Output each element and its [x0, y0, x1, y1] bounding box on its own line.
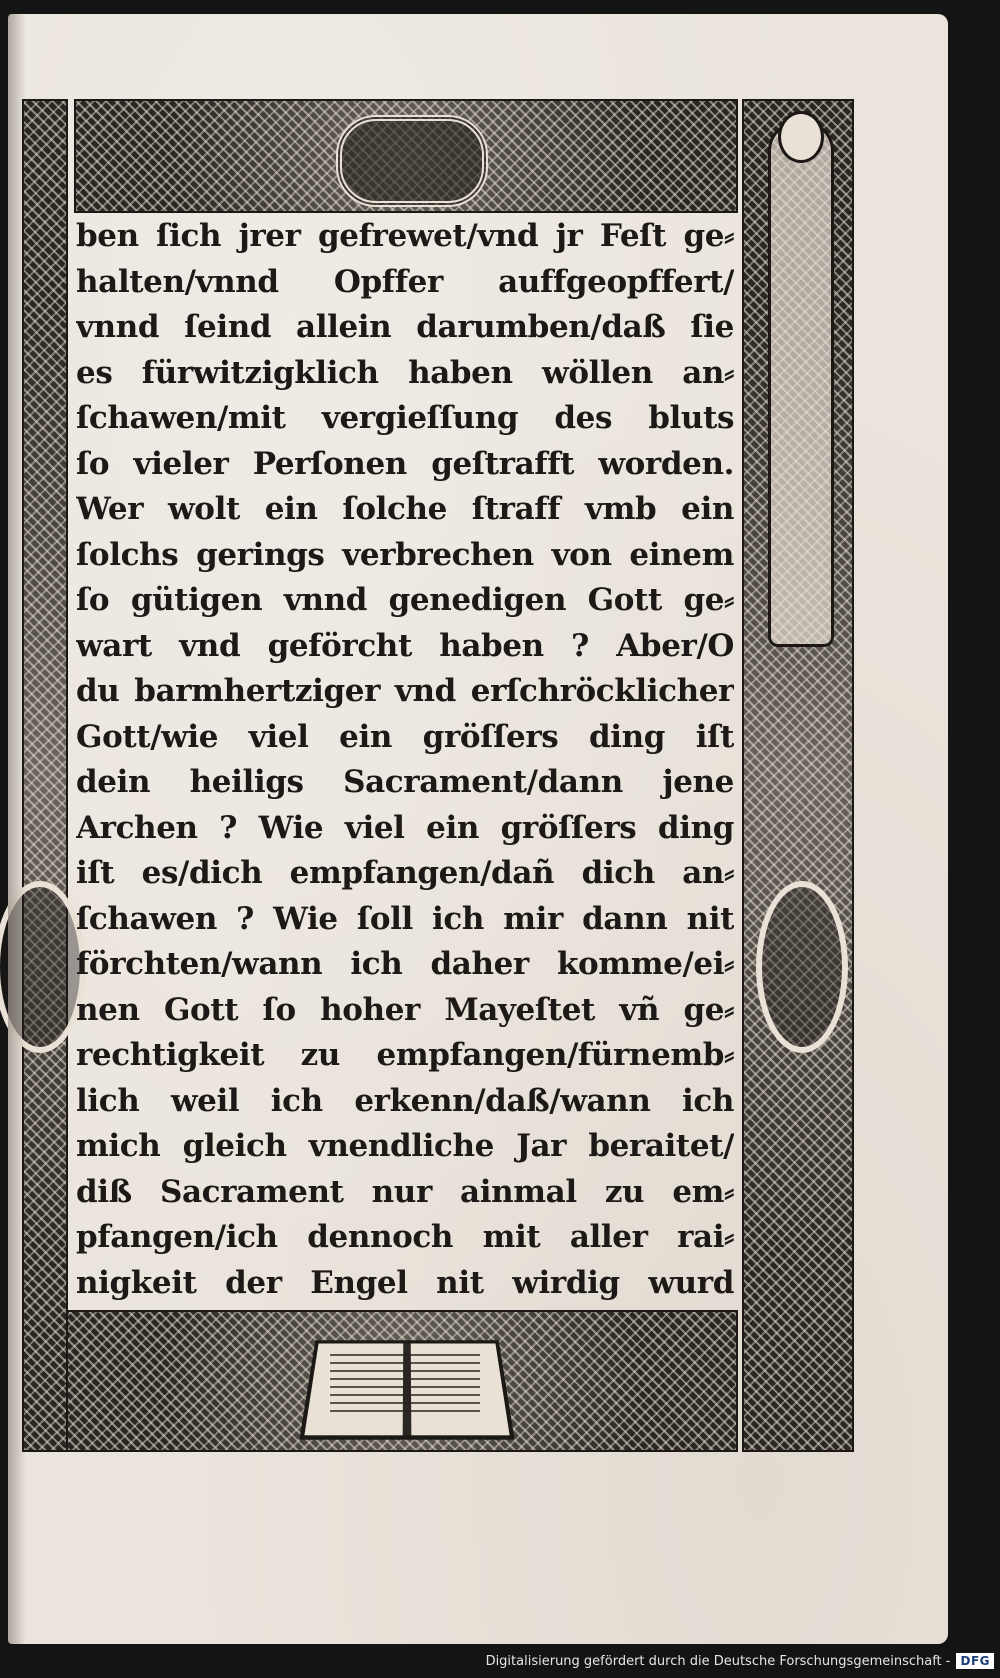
- text-line: es fürwitzigklich haben wöllen an⸗: [76, 354, 734, 391]
- text-line: Archen ? Wie viel ein gröſſers ding: [76, 809, 734, 846]
- text-line: iſt es/dich empfangen/dañ dich an⸗: [76, 855, 734, 891]
- text-line: nen Gott ſo hoher Mayeſtet vñ ge⸗: [76, 991, 734, 1028]
- left-woodcut-border: [22, 99, 68, 1452]
- text-line: ſo vieler Perſonen geſtrafft worden.: [76, 445, 734, 482]
- dfg-logo-icon: DFG: [956, 1653, 994, 1669]
- page-text-block: [76, 214, 734, 1304]
- woodcut-cartouche-icon: [336, 115, 488, 207]
- text-line: rechtigkeit zu empfangen/fürnemb⸗: [76, 1037, 734, 1073]
- text-line: ſchawen/mit vergieſſung des bluts: [76, 400, 734, 436]
- text-line: ſo gütigen vnnd genedigen Gott ge⸗: [76, 582, 734, 618]
- text-line: pfangen/ich dennoch mit aller rai⸗: [76, 1219, 734, 1255]
- text-line: dein heiligs Sacrament/dann jene: [76, 764, 734, 800]
- text-line: halten/vnnd Opffer auffgeopffert/: [76, 263, 734, 300]
- text-line: Gott/wie viel ein gröſſers ding iſt: [76, 718, 734, 755]
- book-page: [8, 14, 948, 1644]
- saint-head-icon: [778, 111, 824, 163]
- saint-figure-icon: [768, 121, 834, 647]
- digitization-credit: [486, 1648, 994, 1674]
- bottom-woodcut-border: [66, 1310, 738, 1452]
- book-text-lines: [330, 1352, 480, 1412]
- text-line: nigkeit der Engel nit wirdig wurd: [76, 1264, 734, 1301]
- medallion-icon: [756, 881, 848, 1053]
- text-line: mich gleich vnendliche Jar beraitet/: [76, 1128, 734, 1164]
- text-line: ſchawen ? Wie ſoll ich mir dann nit: [76, 900, 734, 937]
- text-line: wart vnd geförcht haben ? Aber/O: [76, 627, 734, 664]
- text-line: du barmhertziger vnd erſchröcklicher: [76, 673, 734, 709]
- page-gutter-shadow: [8, 14, 26, 1644]
- credit-text: Digitalisierung gefördert durch die Deutsche Forschungsgemeinschaft -: [485, 1653, 951, 1669]
- text-line: förchten/wann ich daher komme/ei⸗: [76, 946, 734, 982]
- top-woodcut-border: [74, 99, 738, 213]
- text-line: vnnd ſeind allein darumben/daß ſie: [76, 309, 734, 345]
- text-line: diß Sacrament nur ainmal zu em⸗: [76, 1173, 734, 1210]
- text-line: Wer wolt ein ſolche ſtraff vmb ein: [76, 491, 734, 527]
- text-line: ſolchs gerings verbrechen von einem: [76, 536, 734, 573]
- text-line: ben ſich jrer gefrewet/vnd jr Feſt ge⸗: [76, 218, 734, 254]
- text-line: lich weil ich erkenn/daß/wann ich: [76, 1082, 734, 1119]
- right-woodcut-border: [742, 99, 854, 1452]
